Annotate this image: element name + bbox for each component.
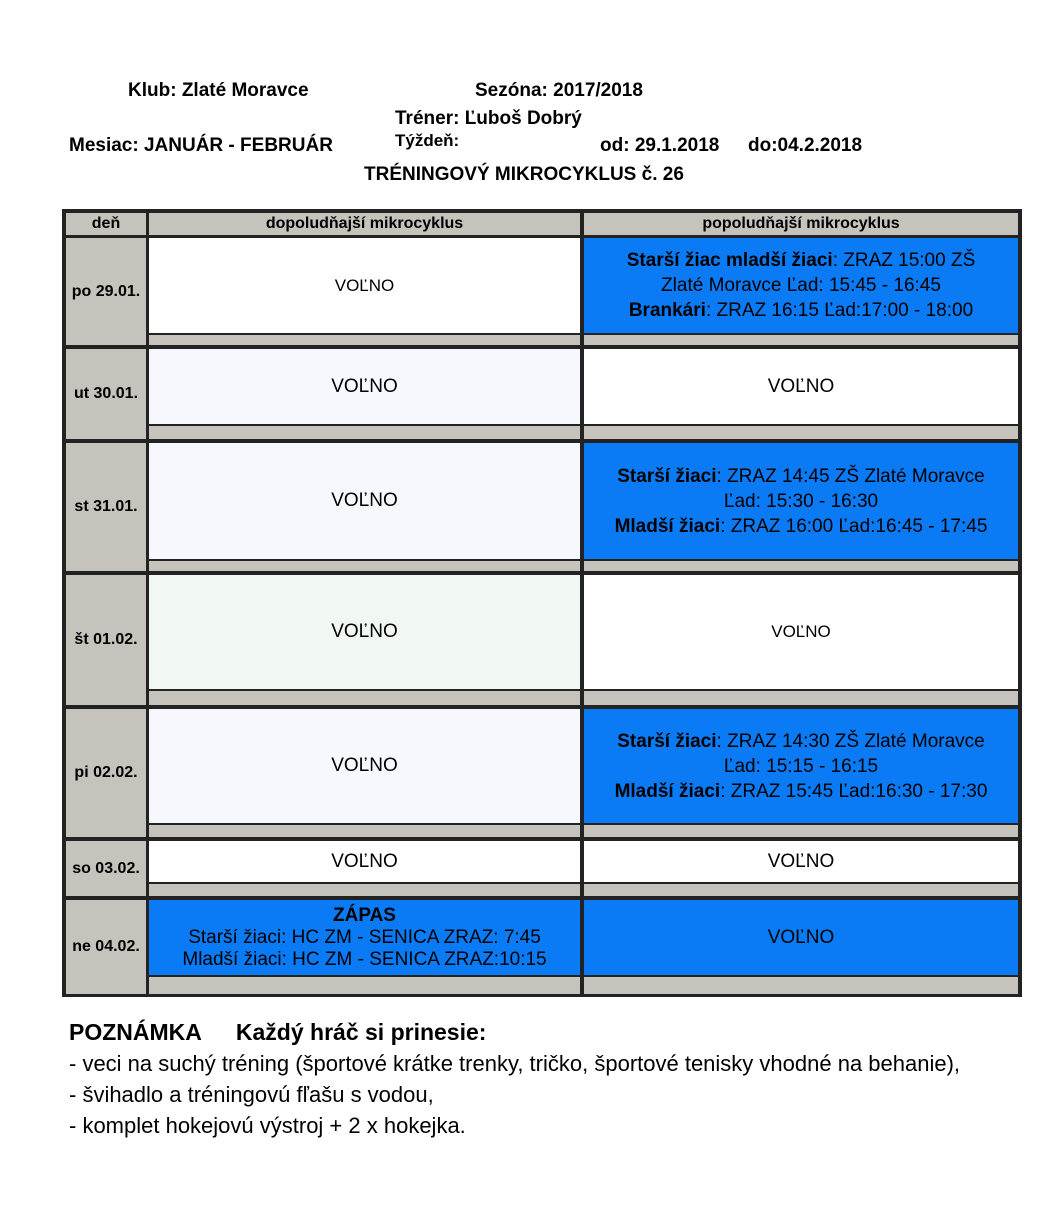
afternoon-training-cell: [584, 443, 1018, 559]
row-separator: [584, 884, 1018, 896]
afternoon-cell: VOĽNO: [584, 841, 1018, 882]
group-name: Brankári: [628, 300, 706, 321]
training-detail: : ZRAZ 14:45 ZŠ Zlaté Moravce: [716, 465, 985, 487]
training-detail: : ZRAZ 14:30 ZŠ Zlaté Moravce: [716, 730, 985, 752]
day-cell: št 01.02.: [66, 575, 146, 705]
row-separator: [584, 335, 1018, 345]
training-line: [724, 489, 878, 514]
day-cell: pi 02.02.: [66, 709, 146, 837]
morning-cell: VOĽNO: [149, 841, 580, 882]
column-header-afternoon: popoludňajší mikrocyklus: [584, 213, 1018, 235]
month-label: Mesiac: JANUÁR - FEBRUÁR: [69, 135, 333, 156]
row-separator: [149, 561, 580, 571]
match-line: Starší žiaci: HC ZM - SENICA ZRAZ: 7:45: [188, 926, 541, 948]
training-detail: : ZRAZ 15:45 Ľad:16:30 - 17:30: [720, 780, 988, 802]
row-separator: [149, 335, 580, 345]
note-item: - veci na suchý tréning (športové krátke trenky, tričko, športové tenisky vhodné na behanie),: [69, 1051, 961, 1076]
row-separator: [149, 884, 580, 896]
season-label: Sezóna: 2017/2018: [475, 80, 643, 101]
week-label: Týždeň:: [395, 131, 460, 150]
page-title: TRÉNINGOVÝ MIKROCYKLUS č. 26: [364, 164, 684, 185]
note-section: [69, 1017, 1029, 1141]
group-name: Mladší žiaci: [614, 780, 721, 802]
training-detail: : ZRAZ 16:00 Ľad:16:45 - 17:45: [720, 515, 988, 537]
training-line: [617, 464, 984, 489]
morning-cell: VOĽNO: [149, 238, 580, 333]
row-separator: [584, 426, 1018, 439]
morning-cell: VOĽNO: [149, 709, 580, 823]
week-from: od: 29.1.2018: [600, 135, 720, 156]
match-title: ZÁPAS: [333, 904, 396, 926]
note-subtitle: Každý hráč si prinesie:: [235, 1019, 487, 1045]
training-line: [661, 273, 941, 298]
note-title: POZNÁMKA: [69, 1019, 202, 1045]
schedule-table: [62, 209, 1022, 997]
training-line: [615, 514, 988, 539]
training-line: [627, 248, 976, 273]
row-separator: [149, 825, 580, 837]
row-separator: [149, 977, 580, 994]
afternoon-training-cell: [584, 238, 1018, 333]
note-item: - komplet hokejovú výstroj + 2 x hokejka.: [69, 1113, 466, 1138]
row-separator: [584, 977, 1018, 994]
training-line: [617, 729, 984, 754]
training-detail: Ľad: 15:30 - 16:30: [723, 490, 879, 512]
training-detail: : ZRAZ 15:00 ZŠ: [832, 250, 976, 271]
club-label: Klub: Zlaté Moravce: [128, 80, 309, 101]
training-detail: Zlaté Moravce Ľad: 15:45 - 16:45: [661, 275, 941, 296]
coach-label: Tréner: Ľuboš Dobrý: [395, 108, 582, 129]
match-line: Mladší žiaci: HC ZM - SENICA ZRAZ:10:15: [182, 948, 547, 970]
training-line: [629, 298, 973, 323]
column-header-day: deň: [66, 213, 146, 235]
day-cell: so 03.02.: [66, 841, 146, 896]
morning-cell: VOĽNO: [149, 575, 580, 689]
training-line: [615, 779, 988, 804]
training-detail: : ZRAZ 16:15 Ľad:17:00 - 18:00: [705, 300, 974, 321]
group-name: Mladší žiaci: [614, 515, 721, 537]
row-separator: [149, 426, 580, 439]
morning-match-cell: [149, 900, 580, 975]
afternoon-cell: VOĽNO: [584, 575, 1018, 689]
row-separator: [584, 561, 1018, 571]
day-cell: ut 30.01.: [66, 349, 146, 439]
day-cell: ne 04.02.: [66, 900, 146, 994]
day-cell: po 29.01.: [66, 238, 146, 345]
row-separator: [584, 691, 1018, 705]
group-name: Starší žiaci: [617, 465, 717, 487]
group-name: Starší žiac mladší žiaci: [626, 250, 833, 271]
training-line: [724, 754, 878, 779]
row-separator: [149, 691, 580, 705]
afternoon-training-cell: [584, 709, 1018, 823]
afternoon-cell: VOĽNO: [584, 900, 1018, 975]
note-item: - švihadlo a tréningovú fľašu s vodou,: [69, 1082, 434, 1107]
week-to: do:04.2.2018: [748, 135, 863, 156]
row-separator: [584, 825, 1018, 837]
day-cell: st 31.01.: [66, 443, 146, 571]
note-heading: [69, 1017, 1029, 1048]
group-name: Starší žiaci: [617, 730, 717, 752]
column-header-morning: dopoludňajší mikrocyklus: [149, 213, 580, 235]
training-detail: Ľad: 15:15 - 16:15: [723, 755, 879, 777]
afternoon-cell: VOĽNO: [584, 349, 1018, 424]
morning-cell: VOĽNO: [149, 443, 580, 559]
morning-cell: VOĽNO: [149, 349, 580, 424]
